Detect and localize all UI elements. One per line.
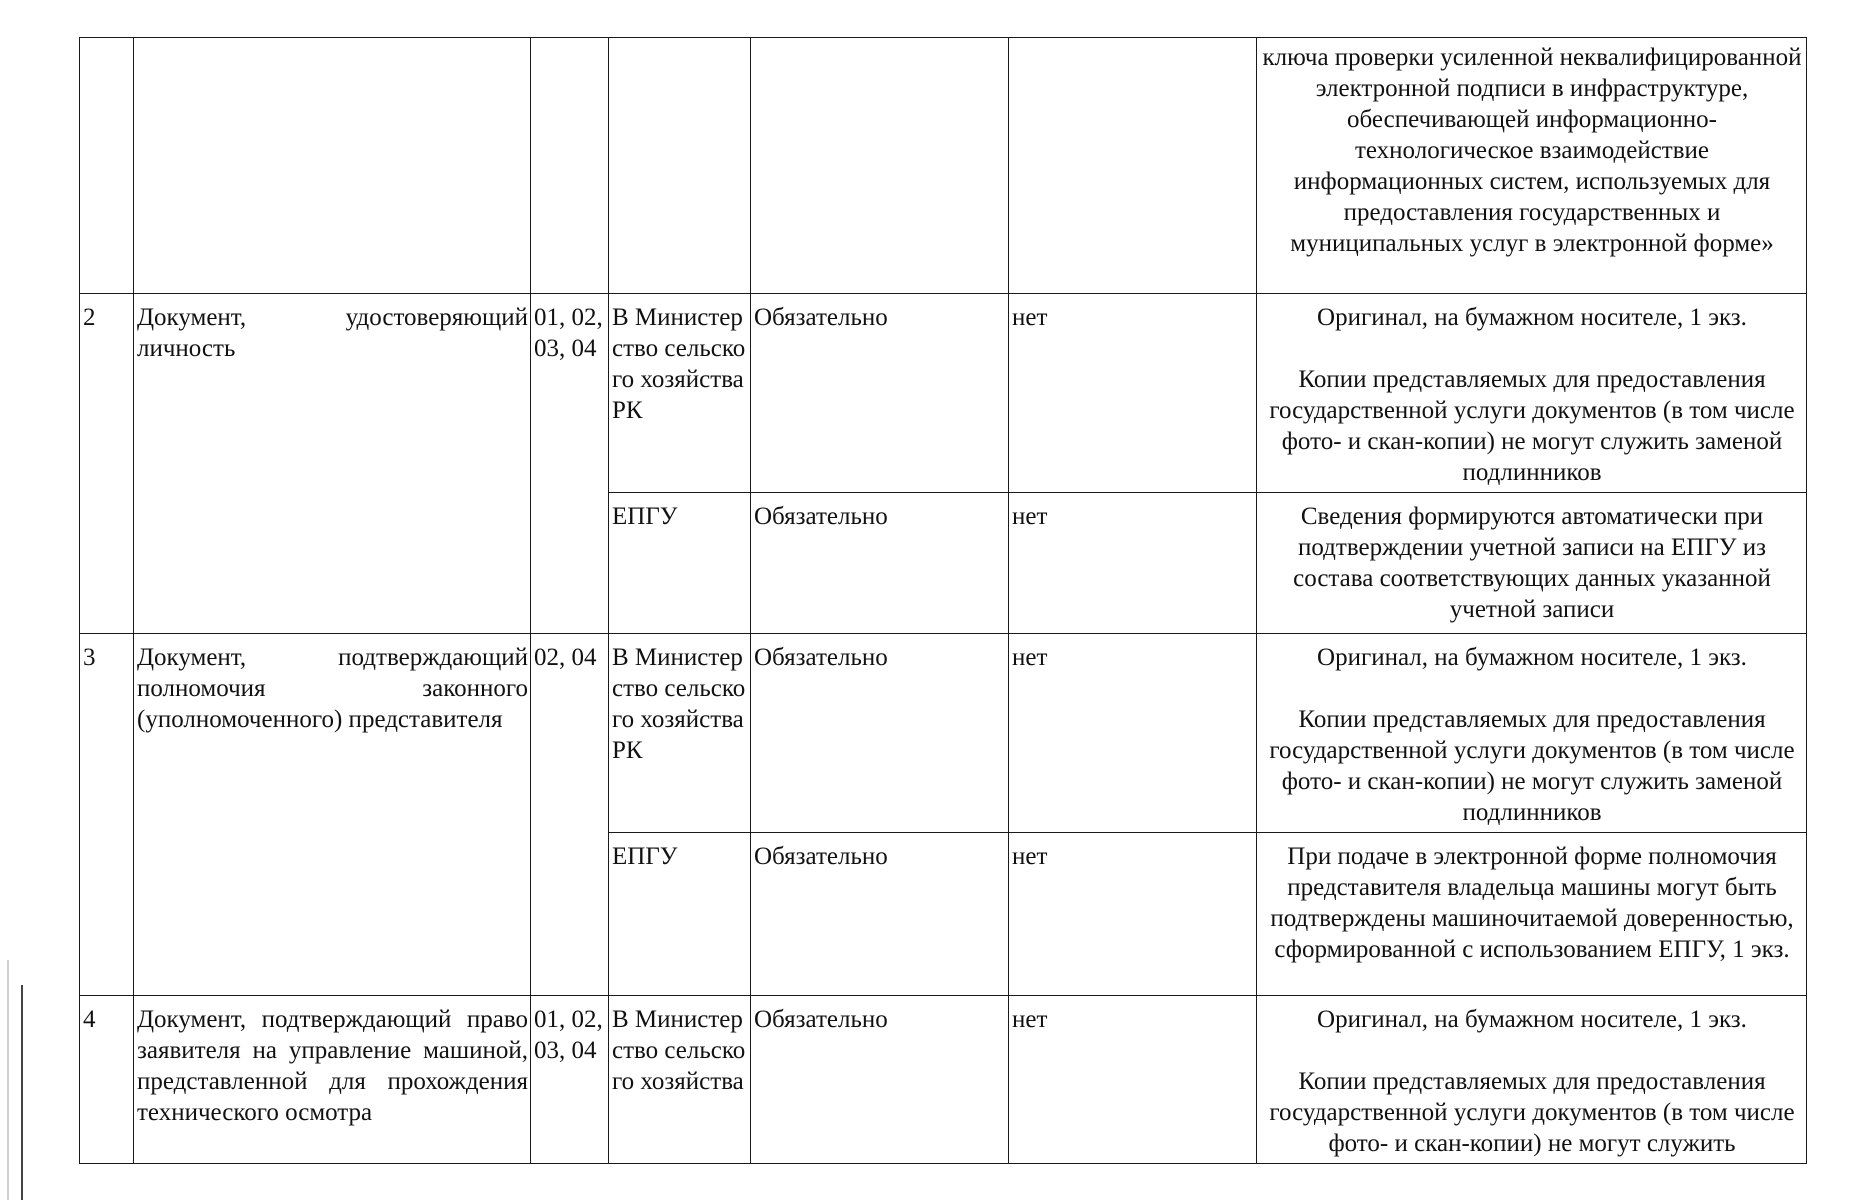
note-line: Копии представляемых для предоставления государственной услуги документов (в том числе фото- и скан-копии) не могут служить bbox=[1269, 1068, 1795, 1157]
cell-place: В Министерство сельского хозяйства РК bbox=[609, 634, 751, 833]
cell-codes bbox=[531, 38, 609, 294]
table-row bbox=[80, 294, 1807, 493]
note-line: Оригинал, на бумажном носителе, 1 экз. bbox=[1317, 644, 1747, 671]
cell-document bbox=[134, 38, 531, 294]
cell-requirement: Обязательно bbox=[751, 996, 1009, 1164]
cell-number: 3 bbox=[80, 634, 134, 996]
note-line: Копии представляемых для предоставления государственной услуги документов (в том числе фото- и скан-копии) не могут служить заменой подлинников bbox=[1269, 706, 1795, 826]
cell-number: 2 bbox=[80, 294, 134, 634]
note-line: Сведения формируются автоматически при подтверждении учетной записи на ЕПГУ из состава соответствующих данных указанной учетной записи bbox=[1293, 503, 1771, 623]
note-line: Оригинал, на бумажном носителе, 1 экз. bbox=[1317, 1006, 1747, 1033]
documents-table bbox=[79, 37, 1807, 1164]
scan-edge-mark bbox=[7, 960, 9, 1200]
cell-codes: 01, 02, 03, 04 bbox=[531, 294, 609, 634]
scan-edge-mark bbox=[21, 985, 23, 1200]
cell-flag: нет bbox=[1009, 833, 1257, 996]
cell-place: В Министерство сельского хозяйства bbox=[609, 996, 751, 1164]
cell-document: Документ, подтверждающий право заявителя на управление машиной, представленной для прохождения технического осмотра bbox=[134, 996, 531, 1164]
cell-requirement: Обязательно bbox=[751, 493, 1009, 634]
cell-document: Документ, подтверждающий полномочия законного (уполномоченного) представителя bbox=[134, 634, 531, 996]
cell-note bbox=[1257, 833, 1807, 996]
cell-place: ЕПГУ bbox=[609, 833, 751, 996]
cell-flag: нет bbox=[1009, 493, 1257, 634]
cell-number: 4 bbox=[80, 996, 134, 1164]
cell-flag: нет bbox=[1009, 996, 1257, 1164]
cell-note bbox=[1257, 634, 1807, 833]
cell-note bbox=[1257, 38, 1807, 294]
cell-requirement: Обязательно bbox=[751, 294, 1009, 493]
note-line: При подаче в электронной форме полномочия представителя владельца машины могут быть подтверждены машиночитаемой доверенностью, сформированной с использованием ЕПГУ, 1 экз. bbox=[1270, 843, 1794, 963]
cell-note bbox=[1257, 294, 1807, 493]
cell-flag: нет bbox=[1009, 294, 1257, 493]
note-line: Оригинал, на бумажном носителе, 1 экз. bbox=[1317, 304, 1747, 331]
cell-flag: нет bbox=[1009, 634, 1257, 833]
cell-note bbox=[1257, 996, 1807, 1164]
cell-document: Документ, удостоверяющий личность bbox=[134, 294, 531, 634]
cell-flag bbox=[1009, 38, 1257, 294]
cell-requirement bbox=[751, 38, 1009, 294]
table-row bbox=[80, 996, 1807, 1164]
cell-codes: 01, 02, 03, 04 bbox=[531, 996, 609, 1164]
cell-requirement: Обязательно bbox=[751, 833, 1009, 996]
cell-place: В Министерство сельского хозяйства РК bbox=[609, 294, 751, 493]
cell-codes: 02, 04 bbox=[531, 634, 609, 996]
note-line: Копии представляемых для предоставления государственной услуги документов (в том числе фото- и скан-копии) не могут служить заменой подлинников bbox=[1269, 366, 1795, 486]
cell-place bbox=[609, 38, 751, 294]
cell-requirement: Обязательно bbox=[751, 634, 1009, 833]
cell-place: ЕПГУ bbox=[609, 493, 751, 634]
cell-number bbox=[80, 38, 134, 294]
table-row bbox=[80, 634, 1807, 833]
note-text: ключа проверки усиленной неквалифицированной электронной подписи в инфраструктуре, обеспечивающей информационно-технологическое взаимодействие информационных систем, используемых для предоставления государственных и муниципальных услуг в электронной форме» bbox=[1262, 44, 1802, 257]
table-row-continuation bbox=[80, 38, 1807, 294]
cell-note bbox=[1257, 493, 1807, 634]
